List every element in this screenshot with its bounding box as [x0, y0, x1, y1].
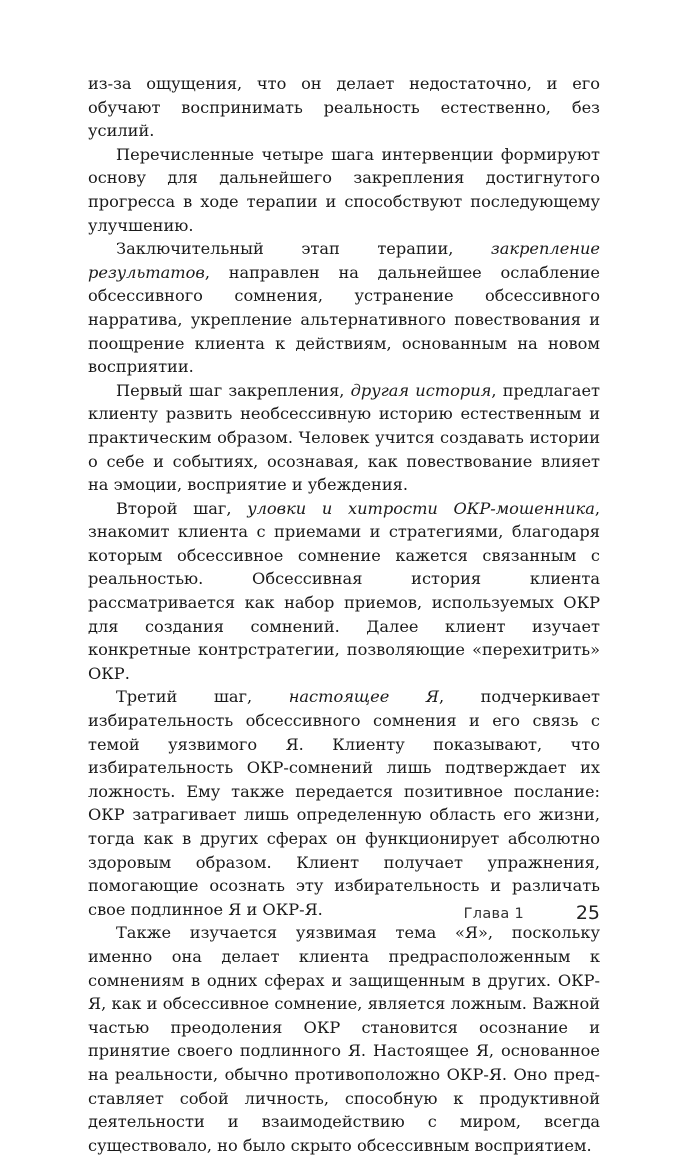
paragraph — [88, 921, 600, 1157]
emphasized-term: настоящее Я — [288, 687, 439, 707]
paragraph — [88, 237, 600, 379]
text-run: , направлен на дальнейшее ослабление обсессивного сомнения, устранение обсессивного нарратива, укрепление альтернативного повествования и поощрение клиента к действиям, основанным на новом восприятии. — [88, 262, 600, 377]
paragraph — [88, 379, 600, 497]
text-run: Второй шаг, — [116, 498, 248, 518]
text-run: из-за ощущения, что он делает недостаточно, и его обучают воспринимать реальность естественно, без усилий. — [88, 74, 600, 141]
text-run: Перечисленные четыре шага интервенции формируют основу для дальнейшего закрепления достигнутого прогресса в ходе терапии и способствуют последующему улучшению. — [88, 144, 600, 235]
page-number: 25 — [575, 902, 600, 924]
emphasized-term: закрепление результатов — [88, 239, 600, 282]
text-run: Первый шаг закрепления, — [116, 380, 351, 400]
text-run: , подчеркивает избирательность обсессивного сомнения и его связь с темой уязвимого Я. Клиенту показывают, что избирательность ОКР-сомнений лишь подтверждает их ложность. Ему также передается позитивное послание: ОКР затрагивает лишь определенную область его жизни, тогда как в других сферах он функционирует абсолютно здоровым образом. Клиент получает упражнения, помогающие осознать эту избирательность и различать свое подлинное Я и ОКР-Я. — [88, 687, 600, 919]
paragraph — [88, 72, 600, 143]
paragraph — [88, 685, 600, 921]
emphasized-term: уловки и хитрости ОКР-мошенника — [247, 498, 595, 518]
text-run: Третий шаг, — [116, 687, 289, 707]
text-run: , предлагает клиенту развить необсессивную историю естественным и практическим образом. Человек учится создавать истории о себе и событиях, осознавая, как повествование влияет на эмоции, восприятие и убеждения. — [88, 380, 600, 495]
text-run: Заключительный этап терапии, — [116, 239, 491, 259]
running-footer — [0, 902, 600, 928]
chapter-label: Глава 1 — [463, 906, 524, 922]
text-run: , знакомит клиента с приемами и стратегиями, благодаря которым обсессивное сомнение кажется связанным с реальностью. Обсессивная история клиента рассматривается как набор приемов, используемых ОКР для создания сомнений. Далее клиент изучает конкретные контрстратегии, позволяющие «перехитрить» ОКР. — [88, 498, 600, 683]
text-run: Также изучается уязвимая тема «Я», поскольку именно она делает клиента предрасположенным к сомнениям в одних сферах и защищенным в других. ОКР-Я, как и обсессивное сомнение, является ложным. Важной частью преодоления ОКР становится осознание и принятие своего подлинного Я. Настоящее Я, основанное на реальности, обычно противоположно ОКР-Я. Оно представляет собой личность, способную к продуктивной деятельности и взаимодействию с миром, всегда существовало, но было скрыто обсессивным восприятием. — [88, 923, 600, 1155]
paragraph — [88, 143, 600, 237]
emphasized-term: другая история — [350, 380, 492, 400]
paragraph — [88, 497, 600, 686]
page-body — [88, 72, 600, 1157]
